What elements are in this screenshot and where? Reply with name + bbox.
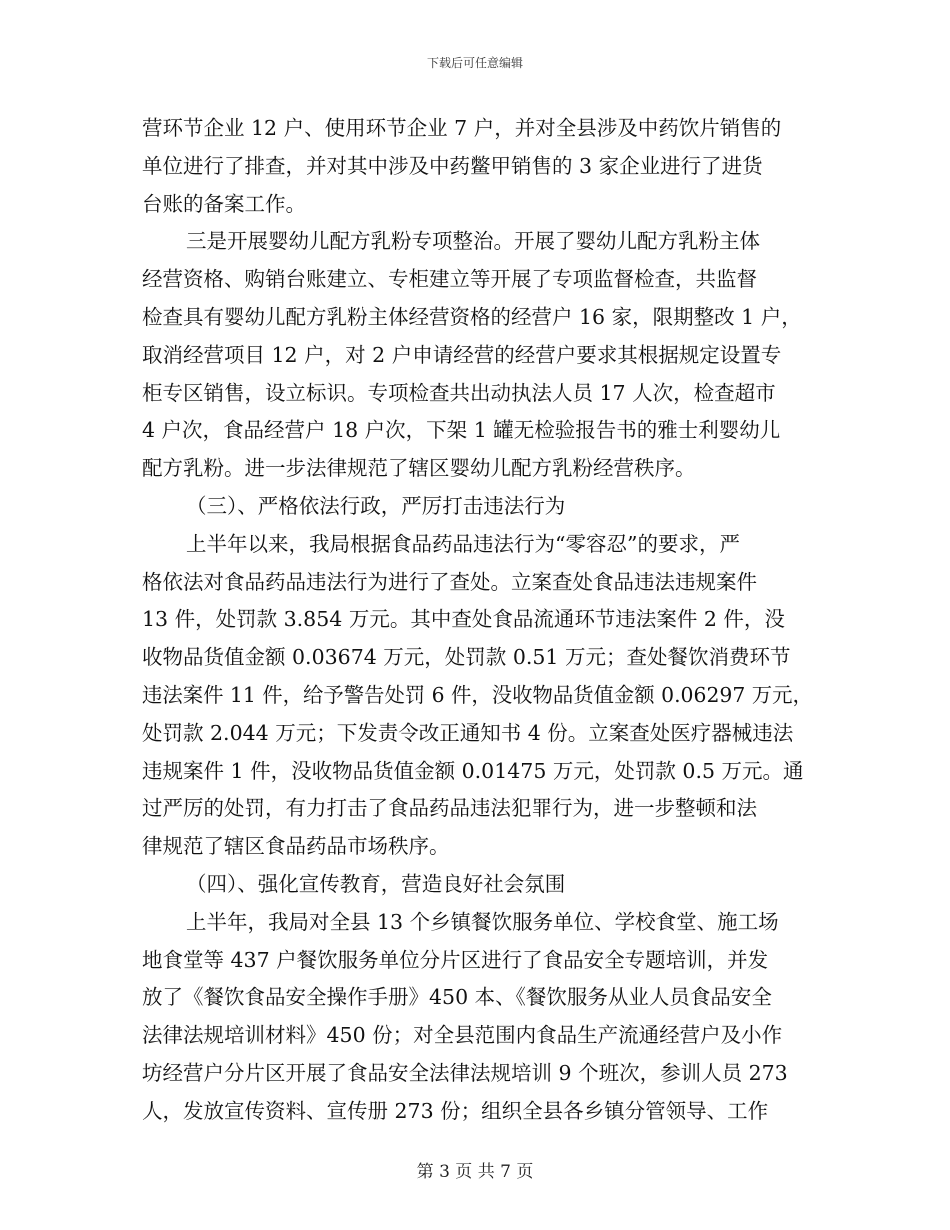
text-line: 经营资格、购销台账建立、专柜建立等开展了专项监督检查，共监督	[142, 267, 757, 292]
text-line: 过严厉的处罚，有力打击了食品药品违法犯罪行为，进一步整顿和法	[142, 796, 757, 821]
text-line: 人，发放宣传资料、宣传册 273 份；组织全县各乡镇分管领导、工作	[142, 1098, 769, 1123]
text-line: 坊经营户分片区开展了食品安全法律法规培训 9 个班次，参训人员 273	[142, 1060, 788, 1085]
text-line: 台账的备案工作。	[142, 191, 306, 216]
text-line: 取消经营项目 12 户，对 2 户申请经营的经营户要求其根据规定设置专	[142, 342, 782, 367]
text-line: 律规范了辖区食品药品市场秩序。	[142, 834, 450, 859]
document-body	[142, 110, 814, 1131]
text-line: 处罚款 2.044 万元；下发责令改正通知书 4 份。立案查处医疗器械违法	[142, 720, 794, 745]
text-line: 法律法规培训材料》450 份；对全县范围内食品生产流通经营户及小作	[142, 1023, 783, 1048]
page-header: 下载后可任意编辑	[426, 56, 523, 70]
text-line: 上半年以来，我局根据食品药品违法行为“零容忍”的要求，严	[186, 531, 740, 556]
text-line: 4 户次，食品经营户 18 户次，下架 1 罐无检验报告书的雅士利婴幼儿	[142, 418, 781, 443]
text-line: 上半年，我局对全县 13 个乡镇餐饮服务单位、学校食堂、施工场	[186, 909, 779, 934]
text-line: 放了《餐饮食品安全操作手册》450 本、《餐饮服务从业人员食品安全	[142, 985, 772, 1010]
text-line: （四）、强化宣传教育，营造良好社会氛围	[186, 871, 566, 896]
text-line: 违规案件 1 件，没收物品货值金额 0.01475 万元，处罚款 0.5 万元。通	[142, 758, 804, 783]
text-line: 检查具有婴幼儿配方乳粉主体经营资格的经营户 16 家，限期整改 1 户，	[142, 304, 802, 329]
text-line: 三是开展婴幼儿配方乳粉专项整治。开展了婴幼儿配方乳粉主体	[186, 229, 760, 254]
text-line: （三）、严格依法行政，严厉打击违法行为	[186, 493, 566, 518]
text-line: 格依法对食品药品违法行为进行了查处。立案查处食品违法违规案件	[142, 569, 757, 594]
text-line: 收物品货值金额 0.03674 万元，处罚款 0.51 万元；查处餐饮消费环节	[142, 645, 791, 670]
text-line: 柜专区销售，设立标识。专项检查共出动执法人员 17 人次，检查超市	[142, 380, 776, 405]
page-footer: 第 3 页 共 7 页	[416, 1162, 534, 1182]
text-line: 营环节企业 12 户、使用环节企业 7 户，并对全县涉及中药饮片销售的	[142, 116, 782, 140]
text-line: 13 件，处罚款 3.854 万元。其中查处食品流通环节违法案件 2 件，没	[142, 607, 785, 632]
text-line: 违法案件 11 件，给予警告处罚 6 件，没收物品货值金额 0.06297 万元，	[142, 682, 813, 707]
text-line: 地食堂等 437 户餐饮服务单位分片区进行了食品安全专题培训，并发	[142, 947, 769, 972]
text-line: 单位进行了排查，并对其中涉及中药鳖甲销售的 3 家企业进行了进货	[142, 153, 763, 178]
text-line: 配方乳粉。进一步法律规范了辖区婴幼儿配方乳粉经营秩序。	[142, 456, 696, 481]
